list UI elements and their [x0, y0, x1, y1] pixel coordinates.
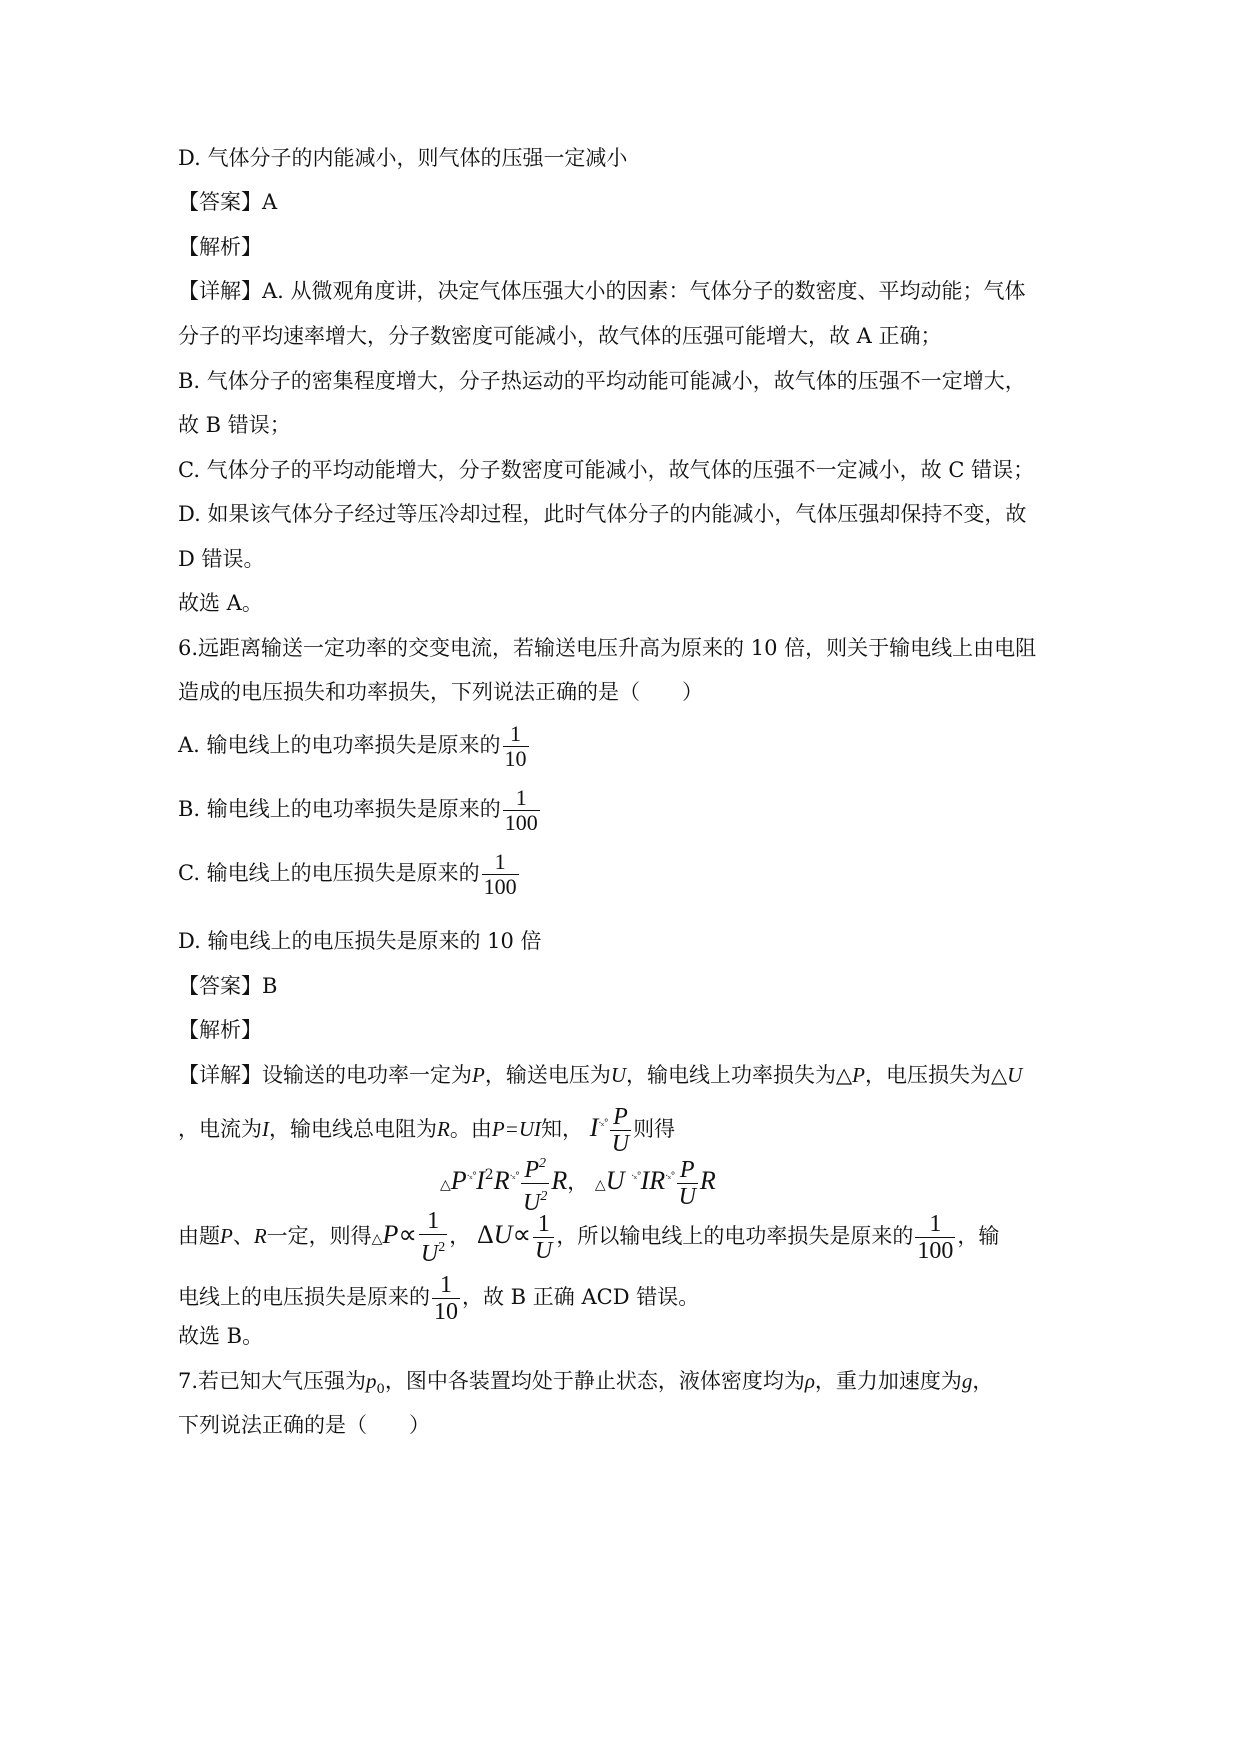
fraction-1-over-u2: $\frac{1}{U^2}$ — [420, 1208, 446, 1267]
detail-2-line-2: ，电流为I，输电线总电阻为R。由P=UI知， $I^{\cdot_x^\circ}$ $\frac{P}{U}$ 则得 — [178, 1104, 676, 1157]
analysis-label-2: 【解析】 — [178, 1018, 262, 1042]
detail-2-line-1: 【详解】设输送的电功率一定为P，输送电压为U，输电线上功率损失为△P，电压损失为△U — [178, 1063, 1023, 1087]
display-equation: $\triangle P^{\cdot_x^\circ}I^2R^{\cdot_x^\circ}$ $\frac{P^2}{U^2}$ R， △U $^{\cdot_x^\circ}IR^{\cdot_x^\circ}$ $\frac{P}{U}$ R — [440, 1130, 716, 1230]
option-d: D. 输电线上的电压损失是原来的 10 倍 — [178, 929, 542, 953]
detail-line-5: C. 气体分子的平均动能增大，分子数密度可能减小，故气体的压强不一定减小，故 C 错误； — [178, 458, 1035, 482]
option-b-text: B. 输电线上的电功率损失是原来的 — [178, 797, 501, 821]
detail-line-6: D. 如果该气体分子经过等压冷却过程，此时气体分子的内能减小，气体压强却保持不变，故 — [178, 502, 1027, 526]
answer-label: 【答案】A — [178, 190, 278, 214]
fraction-p-over-u: $\frac{P}{U}$ — [611, 1104, 630, 1157]
detail-line-4: 故 B 错误； — [178, 413, 291, 437]
answer-label-2: 【答案】B — [178, 974, 278, 998]
proportionality-line-2: 电线上的电压损失是原来的 $\frac{1}{10}$ ，故 B 正确 ACD 错误。 — [178, 1272, 700, 1325]
option-a-text: A. 输电线上的电功率损失是原来的 — [178, 733, 501, 757]
question-6-line-1: 6.远距离输送一定功率的交变电流，若输送电压升高为原来的 10 倍，则关于输电线上由电阻 — [178, 636, 1037, 660]
fraction-1-100: $\frac{1}{100}$ — [504, 785, 538, 835]
fraction-p-over-u: $\frac{P}{U}$ — [678, 1157, 696, 1210]
option-a — [178, 722, 531, 771]
question-6-line-2: 造成的电压损失和功率损失，下列说法正确的是（ ） — [178, 680, 703, 704]
fraction-p2-over-u2: $\frac{P^2}{U^2}$ — [523, 1156, 548, 1216]
detail-line-1: 【详解】A. 从微观角度讲，决定气体压强大小的因素：气体分子的数密度、平均动能；气体 — [178, 279, 1026, 303]
fraction-1-over-u: $\frac{1}{U}$ — [535, 1211, 553, 1264]
conclusion-line-2: 故选 B。 — [178, 1324, 264, 1348]
option-c — [178, 850, 521, 899]
fraction-1-100: $\frac{1}{100}$ — [917, 1211, 954, 1264]
detail-line-7: D 错误。 — [178, 547, 265, 571]
proportionality-line: 由题P、R一定，则得△P∝ $\frac{1}{U^2}$ ， ΔU∝ $\frac{1}{U}$ ，所以输电线上的电功率损失是原来的 $\frac{1}{100}$ ，输 — [178, 1208, 1000, 1267]
option-c-text: C. 输电线上的电压损失是原来的 — [178, 861, 480, 885]
question-7-line-1: 7.若已知大气压强为$p_0$，图中各装置均处于静止状态，液体密度均为ρ，重力加速度为g， — [178, 1369, 994, 1397]
detail-line-2: 分子的平均速率增大，分子数密度可能减小，故气体的压强可能增大，故 A 正确； — [178, 324, 942, 348]
detail-line-3: B. 气体分子的密集程度增大，分子热运动的平均动能可能减小，故气体的压强不一定增大， — [178, 369, 1026, 393]
option-b — [178, 786, 542, 835]
analysis-label: 【解析】 — [178, 235, 262, 259]
question-7-line-2: 下列说法正确的是（ ） — [178, 1413, 430, 1437]
fraction-1-10: $\frac{1}{10}$ — [504, 721, 527, 771]
fraction-1-100: $\frac{1}{100}$ — [483, 849, 517, 899]
fraction-1-10: $\frac{1}{10}$ — [434, 1272, 458, 1325]
conclusion-line: 故选 A。 — [178, 591, 263, 615]
option-d-text: D. 气体分子的内能减小，则气体的压强一定减小 — [178, 146, 628, 170]
